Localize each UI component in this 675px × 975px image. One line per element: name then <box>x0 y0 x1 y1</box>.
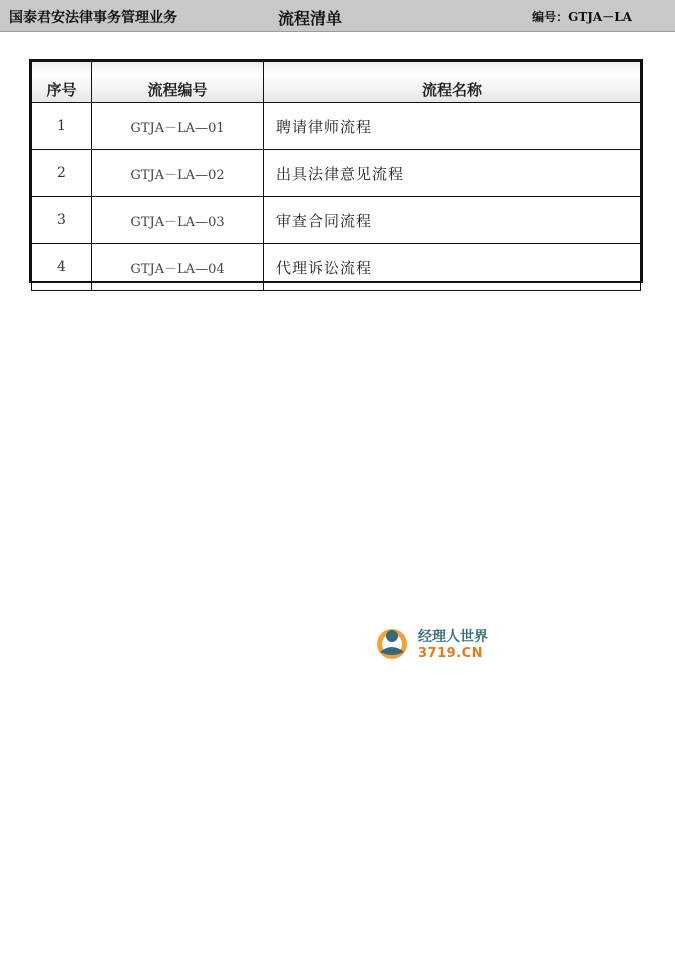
process-code: GTJA－LA—02 <box>92 150 264 197</box>
document-code: 编号：GTJA－LA <box>532 10 632 24</box>
column-header-name: 流程名称 <box>264 62 641 103</box>
row-number: 2 <box>32 150 92 197</box>
watermark-logo <box>374 622 504 666</box>
row-number: 3 <box>32 197 92 244</box>
process-code: GTJA－LA—01 <box>92 103 264 150</box>
page-header <box>0 0 675 32</box>
logo-emblem-icon <box>374 622 414 662</box>
process-name: 审查合同流程 <box>264 197 641 244</box>
table-row <box>32 103 641 150</box>
table-row <box>32 197 641 244</box>
process-name: 聘请律师流程 <box>264 103 641 150</box>
process-name: 代理诉讼流程 <box>264 244 641 291</box>
table-row <box>32 244 641 291</box>
process-name: 出具法律意见流程 <box>264 150 641 197</box>
document-title: 流程清单 <box>278 9 343 28</box>
company-title: 国泰君安法律事务管理业务 <box>9 10 177 26</box>
column-header-number: 序号 <box>32 62 92 103</box>
process-code: GTJA－LA—03 <box>92 197 264 244</box>
column-header-code: 流程编号 <box>92 62 264 103</box>
table-row <box>32 150 641 197</box>
process-table <box>29 59 643 283</box>
table-header-row <box>32 62 641 103</box>
row-number: 4 <box>32 244 92 291</box>
logo-url: 3719.CN <box>418 646 484 661</box>
logo-text: 经理人世界 <box>418 629 488 645</box>
process-code: GTJA－LA—04 <box>92 244 264 291</box>
row-number: 1 <box>32 103 92 150</box>
